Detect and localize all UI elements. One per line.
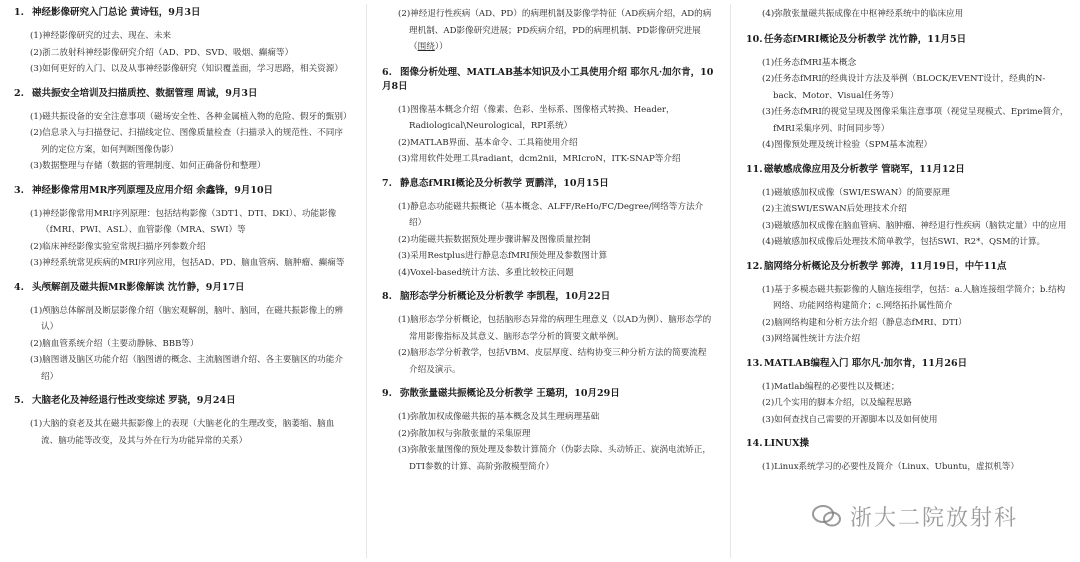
section-number: 8.	[382, 291, 392, 302]
item-list	[10, 28, 352, 78]
item-list	[378, 199, 714, 282]
list-item: (3)弥散张量图像的预处理及参数计算简介（伪影去除、头动矫正、旋涡电流矫正，DTI参数的计算、高阶弥散模型简介）	[398, 445, 711, 472]
section-title: 神经影像常用MR序列原理及应用介绍 余鑫锋，9月10日	[32, 184, 274, 196]
list-item: (1)Matlab编程的必要性以及概述；	[762, 381, 900, 392]
section-title: 磁敏感成像应用及分析教学 管晓军，11月12日	[764, 163, 965, 175]
list-item: (4)磁敏感加权成像后处理技术简单教学，包括SWI、R2*、QSM的计算。	[762, 237, 1046, 247]
list-item: (2)几个实用的脚本介绍，以及编程思路	[762, 398, 912, 408]
list-item: (3)如何更好的入门、以及从事神经影像研究（知识覆盖面，学习思路，相关资源）	[30, 64, 343, 74]
list-item: (2)浙二放射科神经影像研究介绍（AD、PD、SVD、吸烟、癫痫等）	[30, 47, 294, 58]
section-number: 13.	[746, 357, 763, 369]
list-item: (3)采用Restplus进行静息态fMRI预处理及参数图计算	[398, 251, 608, 261]
list-item: (3)脑图谱及脑区功能介绍（脑图谱的概念、主流脑图谱介绍、各主要脑区的功能介绍）	[30, 355, 343, 382]
list-item: (2)脑形态学分析教学，包括VBM、皮层厚度、结构协变三种分析方法的简要流程介绍及演示。	[398, 348, 707, 375]
section-heading	[742, 163, 1072, 177]
course-section	[378, 387, 714, 475]
column-2	[378, 0, 714, 562]
list-item: (1)任务态fMRI基本概念	[762, 57, 857, 68]
item-list	[378, 102, 714, 168]
item-list	[742, 55, 1072, 154]
section-title: MATLAB编程入门 耶尔凡·加尔肯，11月26日	[764, 357, 968, 369]
section-9-continued	[742, 6, 1072, 23]
item-list	[742, 282, 1072, 348]
list-item: (3)常用软件处理工具radiant，dcm2nii，MRIcroN，ITK-SNAP等介绍	[398, 154, 681, 164]
list-item: (2)脑血管系统介绍（主要动静脉、BBB等）	[30, 338, 199, 349]
section-number: 1.	[14, 7, 24, 18]
item-list	[378, 312, 714, 378]
course-section	[742, 357, 1072, 429]
section-heading	[10, 6, 352, 20]
section-number: 2.	[14, 87, 24, 99]
column-1	[10, 0, 352, 562]
section-title: 磁共振安全培训及扫描质控、数据管理 周诚，9月3日	[32, 87, 258, 99]
column-divider	[366, 4, 367, 558]
list-item: (2)脑网络构建和分析方法介绍（静息态fMRI、DTI）	[762, 317, 967, 328]
item-list	[742, 379, 1072, 429]
list-item: (1)磁共振设备的安全注意事项（磁场安全性、各种金属植入物的危险、假牙的甄别）	[30, 111, 352, 122]
list-item: (2)MATLAB界面、基本命令、工具箱使用介绍	[398, 137, 578, 148]
section-number: 5.	[14, 395, 24, 406]
course-section	[10, 184, 352, 272]
course-section	[742, 163, 1072, 251]
section-number: 11.	[746, 163, 763, 175]
section-heading	[742, 357, 1072, 371]
watermark	[812, 496, 1072, 536]
section-heading	[10, 184, 352, 198]
list-item: (2)弥散加权与弥散张量的采集原理	[398, 428, 531, 439]
section-title: 脑网络分析概论及分析教学 郭涛，11月19日，中午11点	[764, 260, 1007, 272]
list-item: (2)神经退行性疾病（AD、PD）的病理机制及影像学特征（AD疾病介绍，AD的病理机制、AD影像研究进展；PD疾病介绍，PD的病理机制、PD影像研究进展（围绕））	[398, 9, 712, 52]
section-heading	[742, 437, 1072, 451]
list-item: (1)弥散加权成像磁共振的基本概念及其生理病理基础	[398, 412, 600, 422]
course-section	[10, 281, 352, 386]
section-heading	[378, 290, 714, 304]
section-title: 弥散张量磁共振概论及分析教学 王璐玥，10月29日	[400, 388, 620, 399]
list-item: (2)信息录入与扫描登记、扫描线定位、图像质量检查（扫描录入的规范性、不同序列的定位方案，如何判断图像伪影）	[30, 128, 343, 155]
course-section	[742, 437, 1072, 476]
section-number: 14.	[746, 438, 763, 449]
section-number: 4.	[14, 281, 24, 293]
section-heading	[742, 260, 1072, 274]
column-divider	[730, 4, 731, 558]
item-list	[10, 416, 352, 449]
list-item: (3)数据整理与存储（数据的管理制度、如何正确备份和整理）	[30, 161, 266, 171]
list-item: (3)磁敏感加权成像在脑血管病、脑肿瘤、神经退行性疾病（脑铁定量）中的应用	[762, 220, 1067, 231]
item-list	[10, 206, 352, 272]
section-heading	[10, 281, 352, 295]
section-number: 6.	[382, 66, 392, 78]
list-item: (2)主流SWI/ESWAN后处理技术介绍	[762, 204, 907, 214]
course-section	[742, 260, 1072, 348]
section-number: 12.	[746, 260, 763, 272]
list-item: (1)磁敏感加权成像（SWI/ESWAN）的简要原理	[762, 187, 950, 198]
wechat-icon	[812, 504, 842, 528]
list-item: (1)静息态功能磁共振概论（基本概念、ALFF/ReHo/FC/Degree/网络等方法介绍）	[398, 201, 704, 228]
list-item: (4)Voxel-based统计方法、多重比较校正问题	[398, 267, 574, 278]
course-section	[742, 33, 1072, 154]
section-title: 图像分析处理、MATLAB基本知识及小工具使用介绍 耶尔凡·加尔肯，10月8日	[382, 66, 714, 92]
item-list	[10, 303, 352, 386]
list-item: (4)图像预处理及统计检验（SPM基本流程）	[762, 140, 933, 150]
list-item: (1)神经影像常用MRI序列原理：包括结构影像（3DT1、DTI、DKI）、功能影像（fMRI、PWI、ASL）、血管影像（MRA、SWI）等	[30, 208, 337, 235]
section-title: 脑形态学分析概论及分析教学 李凯程，10月22日	[400, 291, 611, 302]
list-item: (2)功能磁共振数据预处理步骤讲解及图像质量控制	[398, 234, 591, 245]
section-title: 大脑老化及神经退行性改变综述 罗骁，9月24日	[32, 395, 236, 406]
list-item: (1)大脑的衰老及其在磁共振影像上的表现（大脑老化的生理改变，脑萎缩、脑血流、脑功能等改变，及其与外在行为功能异常的关系）	[30, 419, 335, 446]
course-section	[10, 87, 352, 175]
section-number: 3.	[14, 184, 24, 196]
section-title: 任务态fMRI概论及分析教学 沈竹静，11月5日	[764, 33, 967, 45]
section-5-continued	[378, 6, 714, 56]
course-section	[10, 394, 352, 449]
underlined-text: 围绕	[417, 42, 435, 52]
list-item: (1)基于多模态磁共振影像的人脑连接组学，包括：a.人脑连接组学简介；b.结构网络、功能网络构建简介；c.网络拓扑属性简介	[762, 284, 1066, 311]
watermark-text: 浙大二院放射科	[850, 505, 1019, 531]
section-heading	[378, 387, 714, 401]
section-number: 10.	[746, 33, 763, 45]
course-section	[378, 290, 714, 378]
list-item: (2)任务态fMRI的经典设计方法及举例（BLOCK/EVENT设计，经典的N-back、Motor、Visual任务等）	[762, 74, 1046, 101]
list-item: (1)颅脑总体解剖及断层影像介绍（脑宏观解剖，脑叶、脑回，在磁共振影像上的辨认）	[30, 305, 343, 332]
item-list	[742, 185, 1072, 251]
list-item: (3)如何查找自己需要的开源脚本以及如何使用	[762, 414, 938, 425]
course-section	[378, 66, 714, 168]
item-list	[742, 459, 1072, 476]
list-item: (3)任务态fMRI的视觉呈现及图像采集注意事项（视觉呈现模式、Eprime简介，fMRI采集序列、时间同步等）	[762, 107, 1069, 134]
item-list	[10, 109, 352, 175]
section-heading	[378, 177, 714, 191]
column-3	[742, 0, 1072, 562]
list-item: (1)神经影像研究的过去、现在、未来	[30, 31, 172, 41]
section-heading	[10, 87, 352, 101]
item-list	[378, 409, 714, 475]
section-title: 头颅解剖及磁共振MR影像解读 沈竹静，9月17日	[32, 281, 245, 293]
section-number: 9.	[382, 388, 392, 399]
section-title: 神经影像研究入门总论 黄诗钰，9月3日	[32, 7, 201, 18]
section-heading	[10, 394, 352, 408]
section-title: 静息态fMRI概论及分析教学 贾鹏洋，10月15日	[400, 177, 609, 189]
list-item: (4)弥散张量磁共振成像在中枢神经系统中的临床应用	[762, 9, 964, 19]
list-item: (1)脑形态学分析概论，包括脑形态异常的病理生理意义（以AD为例）、脑形态学的常用影像指标及其意义、脑形态学分析的简要文献举例。	[398, 315, 712, 342]
course-section	[10, 6, 352, 78]
list-item: (3)神经系统常见疾病的MRI序列应用，包括AD、PD、脑血管病、脑肿瘤、癫痫等	[30, 258, 345, 268]
section-title: LINUX操	[764, 438, 809, 449]
section-number: 7.	[382, 177, 392, 189]
list-item: (2)临床神经影像实验室常规扫描序列参数介绍	[30, 241, 206, 252]
course-section	[378, 177, 714, 282]
list-item: (1)Linux系统学习的必要性及简介（Linux、Ubuntu，虚拟机等）	[762, 462, 1019, 472]
section-heading	[378, 66, 714, 94]
list-item: (3)网络属性统计方法介绍	[762, 334, 861, 344]
list-item: (1)图像基本概念介绍（像素、色彩、坐标系、图像格式转换、Header，Radiological\Neurological，RPI系统）	[398, 104, 675, 131]
section-heading	[742, 33, 1072, 47]
